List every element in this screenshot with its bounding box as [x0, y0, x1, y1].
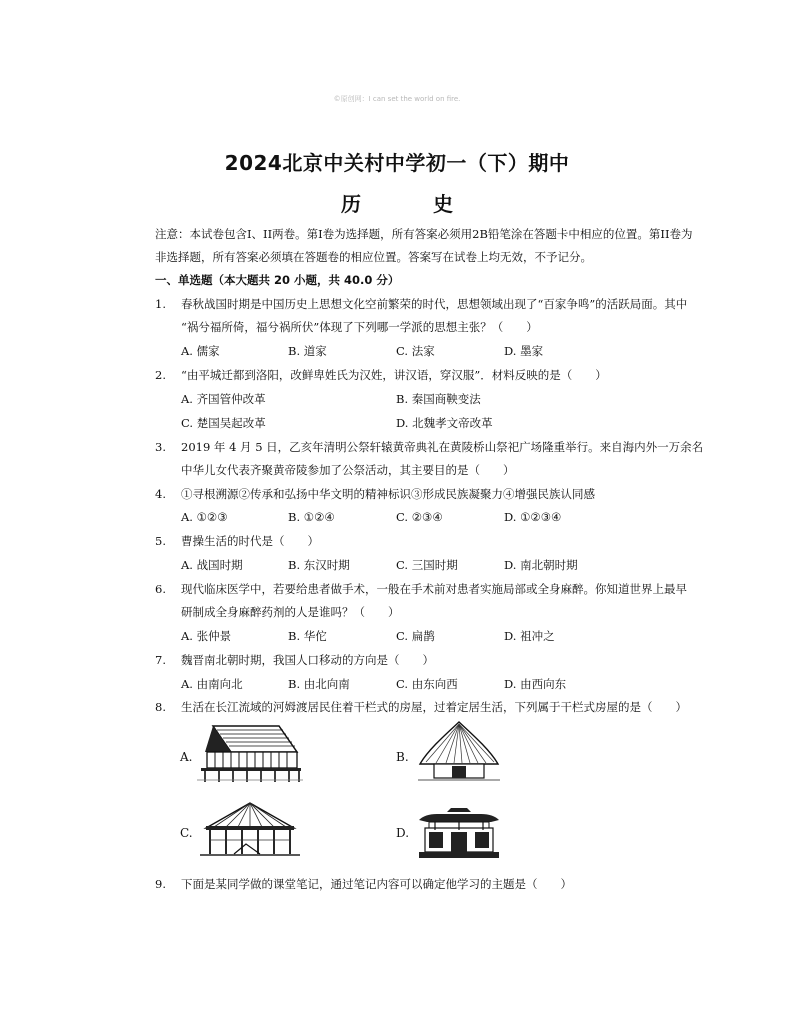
option-d: D. 墨家	[504, 344, 544, 358]
question-number: 8.	[155, 700, 166, 714]
subject-title: 历 史	[341, 192, 479, 216]
question-number: 6.	[155, 582, 166, 596]
question-number: 9.	[155, 877, 166, 891]
question-text: 现代临床医学中，若要给患者做手术，一般在手术前对患者实施局部或全身麻醉。你知道世界上最早	[181, 582, 687, 596]
question-number: 7.	[155, 653, 166, 667]
option-b: B. 华佗	[288, 629, 327, 643]
option-a: A. 由南向北	[181, 677, 243, 691]
option-b: B. 秦国商鞅变法	[396, 392, 481, 406]
notice-line-1: 注意：本试卷包含I、II两卷。第I卷为选择题，所有答案必须用2B铅笔涂在答题卡中相应的位置。第II卷为	[155, 227, 693, 241]
option-c: C. 法家	[396, 344, 435, 358]
question-text: 魏晋南北朝时期，我国人口移动的方向是（ ）	[181, 653, 434, 667]
question-text: 中华儿女代表齐聚黄帝陵参加了公祭活动，其主要目的是（ ）	[181, 463, 515, 477]
pavilion-building-icon	[415, 802, 503, 862]
option-d: D. ①②③④	[504, 510, 562, 524]
question-text: “祸兮福所倚，福兮祸所伏”体现了下列哪一学派的思想主张？（ ）	[181, 320, 538, 334]
option-a: A. 战国时期	[181, 558, 243, 572]
option-a: A. 张仲景	[181, 629, 232, 643]
question-text: 研制成全身麻醉药剂的人是谁吗？（ ）	[181, 605, 400, 619]
question-text: 生活在长江流域的河姆渡居民住着干栏式的房屋，过着定居生活，下列属于干栏式房屋的是（ ）	[181, 700, 687, 714]
notice-line-2: 非选择题，所有答案必须填在答题卷的相应位置。答案写在试卷上均无效，不予记分。	[155, 250, 592, 264]
question-text: ①寻根溯源②传承和弘扬中华文明的精神标识③形成民族凝聚力④增强民族认同感	[181, 487, 595, 501]
option-a: A. 齐国管仲改革	[181, 392, 266, 406]
question-text: 下面是某同学做的课堂笔记，通过笔记内容可以确定他学习的主题是（ ）	[181, 877, 572, 891]
option-a: A.	[180, 750, 193, 764]
option-c: C. 楚国吴起改革	[181, 416, 266, 430]
section-title: 一、单选题（本大题共 20 小题，共 40.0 分）	[155, 273, 400, 287]
option-d: D. 由西向东	[504, 677, 567, 691]
option-d: D.	[396, 826, 410, 840]
thatched-hut-icon	[416, 720, 502, 784]
question-number: 1.	[155, 297, 166, 311]
option-c: C. 由东向西	[396, 677, 458, 691]
option-b: B.	[396, 750, 409, 764]
option-c: C. ②③④	[396, 510, 443, 524]
option-b: B. 由北向南	[288, 677, 350, 691]
stilt-house-icon	[197, 722, 303, 784]
option-c: C. 三国时期	[396, 558, 458, 572]
option-a: A. ①②③	[181, 510, 228, 524]
option-b: B. 东汉时期	[288, 558, 350, 572]
question-number: 4.	[155, 487, 166, 501]
question-text: 2019 年 4 月 5 日，乙亥年清明公祭轩辕黄帝典礼在黄陵桥山祭祀广场隆重举行。来自海内外一万余名	[181, 440, 704, 454]
option-d: D. 北魏孝文帝改革	[396, 416, 493, 430]
question-number: 2.	[155, 368, 166, 382]
option-b: B. 道家	[288, 344, 327, 358]
semi-subterranean-hut-icon	[200, 800, 300, 862]
option-c: C.	[180, 826, 193, 840]
question-number: 5.	[155, 534, 166, 548]
question-text: 曹操生活的时代是（ ）	[181, 534, 319, 548]
option-d: D. 祖冲之	[504, 629, 555, 643]
page-title: 2024北京中关村中学初一（下）期中	[224, 151, 570, 175]
option-c: C. 扁鹊	[396, 629, 435, 643]
option-d: D. 南北朝时期	[504, 558, 578, 572]
question-text: “由平城迁都到洛阳，改鲜卑姓氏为汉姓，讲汉语，穿汉服”．材料反映的是（ ）	[181, 368, 607, 382]
option-a: A. 儒家	[181, 344, 220, 358]
question-text: 春秋战国时期是中国历史上思想文化空前繁荣的时代，思想领域出现了“百家争鸣”的活跃局面。其中	[181, 297, 688, 311]
question-number: 3.	[155, 440, 166, 454]
watermark: ©原创网：I can set the world on fire.	[333, 95, 461, 103]
option-b: B. ①②④	[288, 510, 335, 524]
